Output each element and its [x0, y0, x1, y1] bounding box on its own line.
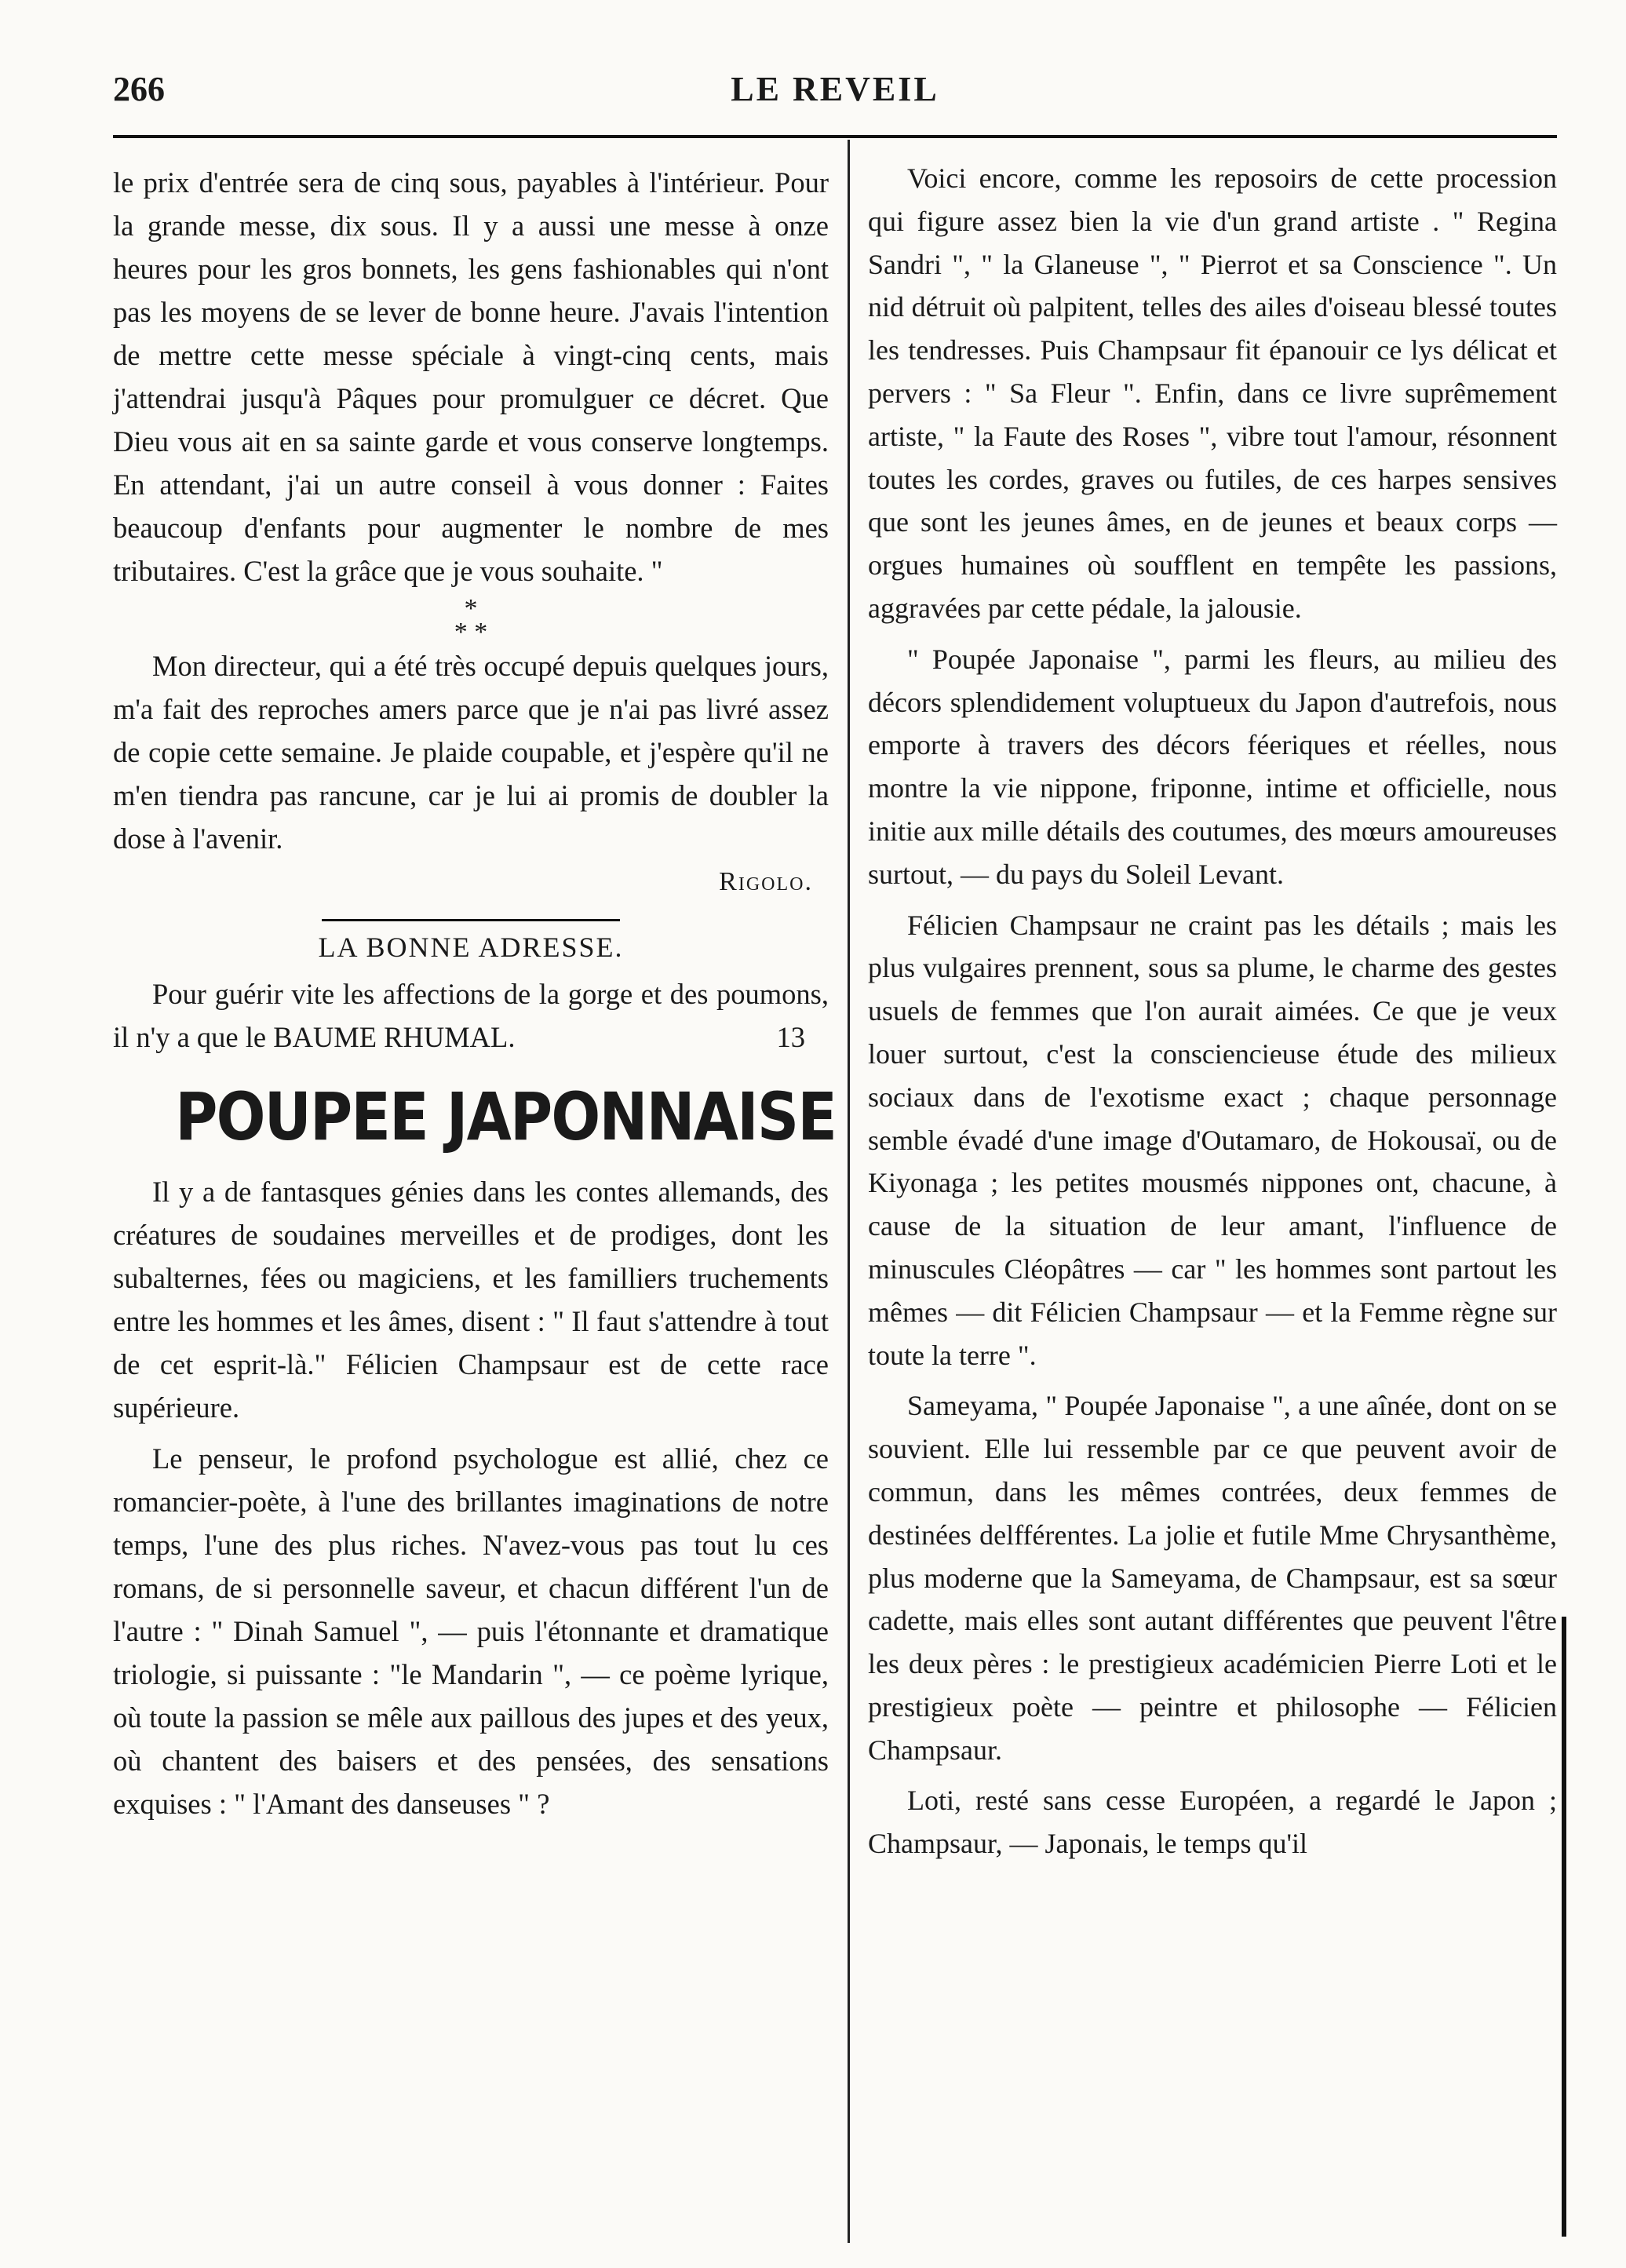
article-title: POUPEE JAPONNAISE: [175, 1078, 837, 1155]
running-head: [113, 69, 1557, 124]
article-paragraph-1: Il y a de fantasques génies dans les contes allemands, des créatures de soudaines merveilles et de prodiges, dont les subalternes, fées ou magiciens, et les familliers truchements entre les hommes et les âmes, disent : " Il faut s'attendre à tout de cet esprit-là." Félicien Champsaur est de cette race supérieure.: [113, 1176, 829, 1424]
right-paragraph-2: " Poupée Japonaise ", parmi les fleurs, au milieu des décors splendidement voluptueux du Japon d'autrefois, nous emporte à travers des décors féeriques et réelles, nous montre la vie nippone, friponne, intime et officielle, nous initie aux mille détails des coutumes, des mœurs amoureuses surtout, — du pays du Soleil Levant.: [868, 643, 1557, 890]
ad-text-body: Pour guérir vite les affections de la gorge et des poumons, il n'y a que le BAUME RHUMAL.: [113, 978, 829, 1053]
left-column: [113, 161, 837, 1825]
margin-rule: [1562, 1617, 1566, 2237]
intro-paragraph: le prix d'entrée sera de cinq sous, payables à l'intérieur. Pour la grande messe, dix sous. Il y a aussi une messe à onze heures pour les gros bonnets, les gens fashionables qui n'ont pas les moyens de se lever de bonne heure. J'avais l'intention de mettre cette messe spéciale à vingt-cinq cents, mais j'attendrai jusqu'à Pâques pour promulguer ce décret. Que Dieu vous ait en sa sainte garde et vous conserve longtemps. En attendant, j'ai un autre conseil à vous donner : Faites beaucoup d'enfants pour augmenter le nombre de mes tributaires. C'est la grâce que je vous souhaite. ": [113, 166, 829, 587]
asterism-top: *: [464, 594, 478, 623]
asterism: [113, 593, 829, 647]
right-paragraph-5: Loti, resté sans cesse Européen, a regardé le Japon ; Champsaur, — Japonais, le temps qu'il: [868, 1785, 1557, 1860]
section-rule: [322, 919, 620, 921]
asterism-bottom: * *: [454, 618, 488, 647]
right-paragraph-3: Félicien Champsaur ne craint pas les détails ; mais les plus vulgaires prennent, sous sa plume, le charme des gestes usuels de femmes que l'on aurait aimées. Ce que je veux louer surtout, c'est la consciencieuse étude des milieux sociaux dans de l'exotisme exact ; chaque personnage semble évadé d'une image d'Outamaro, de Hokousaï, ou de Kiyonaga ; les petites mousmés nippones ont, chacune, à cause de la situation de leur amant, l'influence de minuscules Cléopâtres — car " les hommes sont partout les mêmes — dit Félicien Champsaur — et la Femme règne sur toute la terre ".: [868, 909, 1557, 1371]
director-paragraph: Mon directeur, qui a été très occupé depuis quelques jours, m'a fait des reproches amers parce que je n'ai pas livré assez de copie cette semaine. Je plaide coupable, et j'espère qu'il ne m'en tiendra pas rancune, car je lui ai promis de doubler la dose à l'avenir.: [113, 650, 829, 855]
header-rule: [113, 135, 1557, 138]
author-signature: Rigolo.: [719, 867, 813, 896]
page-number: 266: [113, 70, 165, 108]
ad-heading: LA BONNE ADRESSE.: [318, 932, 624, 963]
journal-title: LE REVEIL: [731, 70, 939, 108]
right-paragraph-4: Sameyama, " Poupée Japonaise ", a une aînée, dont on se souvient. Elle lui ressemble par ce que peuvent avoir de commun, dans les mêmes contrées, deux femmes de destinées delfférentes. La jolie et futile Mme Chrysanthème, plus moderne que la Sameyama, de Champsaur, est sa sœur cadette, mais elles sont autant différentes que peuvent l'être les deux pères : le prestigieux académicien Pierre Loti et le prestigieux poète — peintre et philosophe — Félicien Champsaur.: [868, 1390, 1557, 1766]
right-column: [868, 157, 1557, 1865]
ad-reference-number: 13: [776, 1021, 805, 1053]
right-paragraph-1: Voici encore, comme les reposoirs de cette procession qui figure assez bien la vie d'un grand artiste . " Regina Sandri ", " la Glaneuse ", " Pierrot et sa Conscience ". Un nid détruit où palpitent, telles des ailes d'oiseau blessé toutes les tendresses. Puis Champsaur fit épanouir ce lys délicat et pervers : " Sa Fleur ". Enfin, dans ce livre suprêmement artiste, " la Faute des Roses ", vibre tout l'amour, résonnent toutes les cordes, graves ou futiles, de ces harpes sensives que sont les jeunes âmes, en de jeunes et beaux corps — orgues humaines où soufflent en tempête les passions, aggravées par cette pédale, la jalousie.: [868, 162, 1557, 624]
column-divider: [848, 140, 850, 2243]
ad-text: [113, 972, 829, 1059]
article-paragraph-2: Le penseur, le profond psychologue est allié, chez ce romancier-poète, à l'une des brillantes imaginations de notre temps, l'une des plus riches. N'avez-vous pas tout lu ces romans, de si personnelle saveur, et chacun différent l'un de l'autre : " Dinah Samuel ", — puis l'étonnante et dramatique triologie, si puissante : "le Mandarin ", — ce poème lyrique, où toute la passion se mêle aux paillous des jupes et des yeux, où chantent des baisers et des pensées, des sensations exquises : " l'Amant des danseuses " ?: [113, 1442, 829, 1820]
